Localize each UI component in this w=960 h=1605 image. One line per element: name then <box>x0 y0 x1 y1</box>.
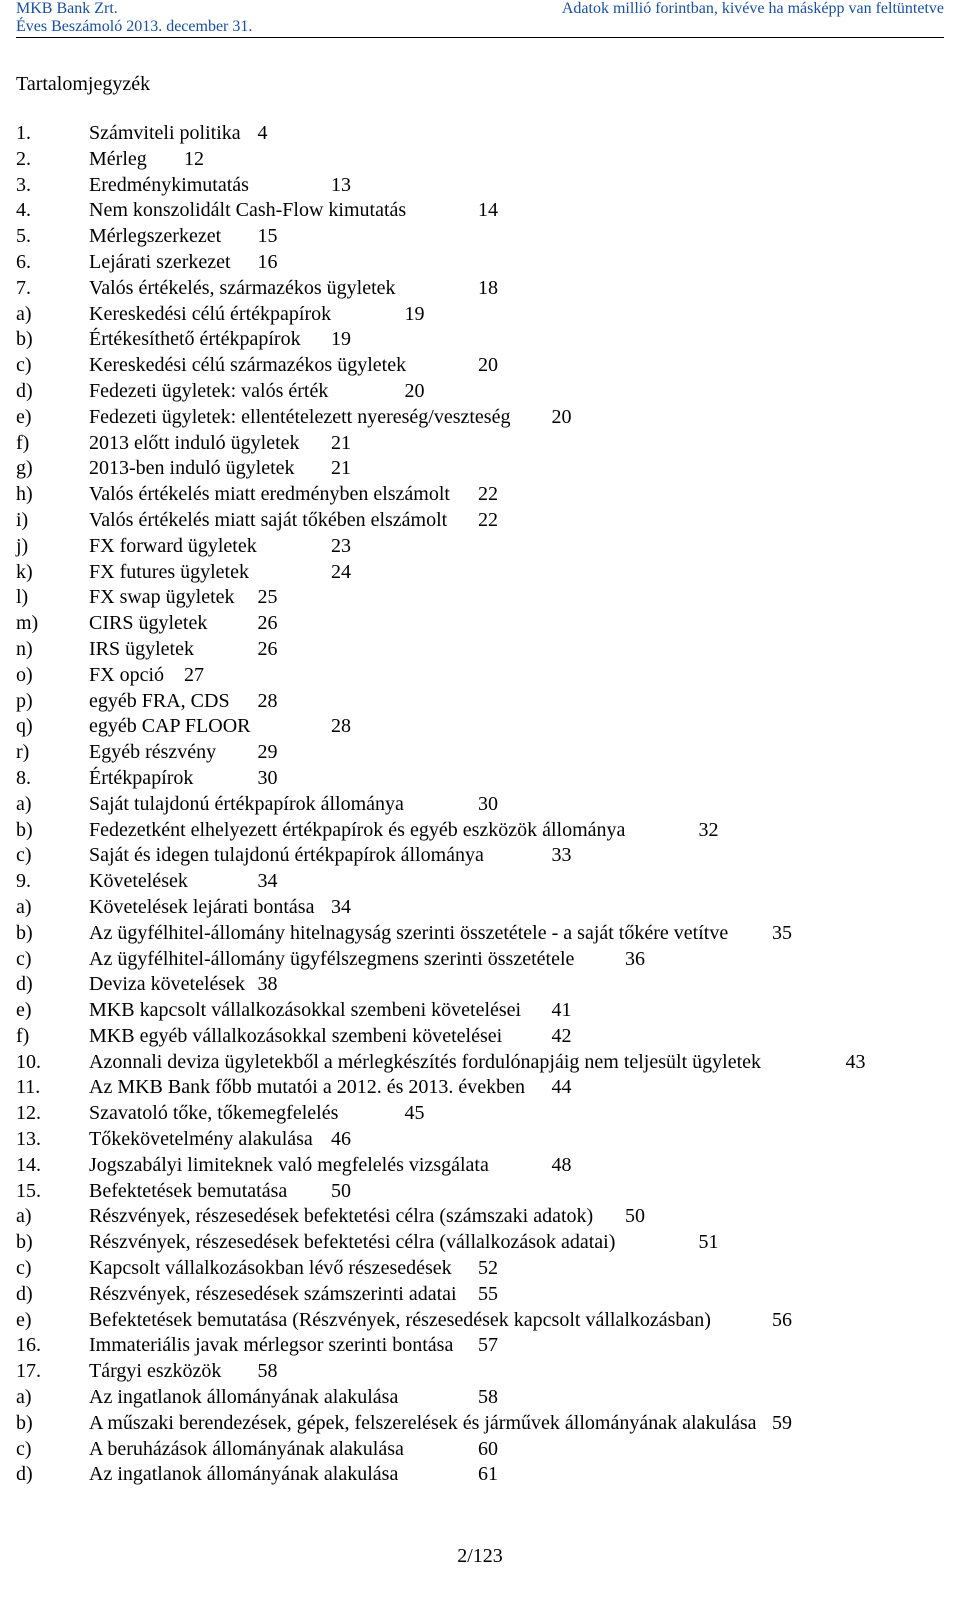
toc-entry-title: Kereskedési célú származékos ügyletek <box>89 354 407 377</box>
toc-entry-number: 8. <box>16 766 31 789</box>
toc-entry-page: 30 <box>478 792 498 815</box>
toc-entry-number: d) <box>16 1282 33 1305</box>
toc-entry-number: 15. <box>16 1179 41 1202</box>
toc-entry <box>16 1204 946 1230</box>
toc-entry-title: 2013-ben induló ügyletek <box>89 457 295 480</box>
header-report: Éves Beszámoló 2013. december 31. <box>16 18 253 35</box>
toc-entry-title: FX swap ügyletek <box>89 586 235 609</box>
toc-entry-page: 29 <box>257 741 278 764</box>
toc-entry-page: 34 <box>257 870 278 893</box>
toc-entry <box>16 663 946 689</box>
toc-entry-number: 1. <box>16 122 31 144</box>
toc-entry-page: 36 <box>625 947 645 970</box>
header-company: MKB Bank Zrt. <box>16 0 118 17</box>
toc-entry-number: b) <box>16 818 33 841</box>
toc-entry-page: 61 <box>478 1463 498 1486</box>
toc-entry <box>16 198 946 224</box>
toc-entry-number: c) <box>16 1257 32 1280</box>
toc-entry <box>16 1385 946 1411</box>
toc-entry-page: 22 <box>478 483 498 506</box>
toc-entry <box>16 173 946 199</box>
toc-entry <box>16 947 946 973</box>
toc-entry-title: Követelések <box>89 870 188 893</box>
toc-entry-page: 58 <box>478 1386 498 1409</box>
toc-entry <box>16 998 946 1024</box>
toc-entry-title: Értékpapírok <box>89 766 194 789</box>
toc-entry-title: CIRS ügyletek <box>89 612 208 635</box>
toc-entry-number: 16. <box>16 1334 41 1357</box>
toc-entry-page: 25 <box>257 586 278 609</box>
toc-entry-number: 7. <box>16 276 31 299</box>
page-title: Tartalomjegyzék <box>16 73 151 95</box>
toc-entry-number: 4. <box>16 199 31 222</box>
toc-entry-page: 19 <box>404 302 425 325</box>
toc-entry-page: 20 <box>404 379 425 402</box>
toc-entry-number: 17. <box>16 1360 41 1383</box>
toc-entry-number: k) <box>16 560 33 583</box>
toc-entry-title: Részvények, részesedések számszerinti adatai <box>89 1282 457 1305</box>
toc-entry-number: c) <box>16 354 32 377</box>
toc-entry-title: IRS ügyletek <box>89 637 194 660</box>
toc-entry <box>16 250 946 276</box>
toc-entry-page: 28 <box>331 715 351 738</box>
toc-entry-title: Befektetések bemutatása <box>89 1179 288 1202</box>
toc-entry-title: Részvények, részesedések befektetési célra (vállalkozások adatai) <box>89 1231 616 1254</box>
toc-entry-number: l) <box>16 586 29 609</box>
toc-entry-title: Saját és idegen tulajdonú értékpapírok állománya <box>89 844 484 867</box>
toc-entry <box>16 224 946 250</box>
toc-entry-page: 27 <box>184 663 204 686</box>
toc-entry <box>16 1256 946 1282</box>
toc-entry <box>16 1230 946 1256</box>
toc-entry-page: 21 <box>331 457 351 480</box>
toc-entry-title: Nem konszolidált Cash-Flow kimutatás <box>89 199 407 222</box>
toc-entry-number: e) <box>16 405 32 428</box>
toc-entry-page: 52 <box>478 1257 498 1280</box>
toc-entry <box>16 921 946 947</box>
toc-entry-title: FX futures ügyletek <box>89 560 249 583</box>
toc-entry-page: 20 <box>478 354 498 377</box>
toc-entry <box>16 611 946 637</box>
toc-entry-number: 6. <box>16 250 31 273</box>
toc-entry-page: 60 <box>478 1437 498 1460</box>
toc-entry <box>16 1101 946 1127</box>
toc-entry-title: Követelések lejárati bontása <box>89 895 315 918</box>
toc-entry <box>16 1075 946 1101</box>
toc-entry-title: Részvények, részesedések befektetési célra (számszaki adatok) <box>89 1205 594 1228</box>
toc-entry-number: c) <box>16 844 32 867</box>
toc-entry-title: Tőkekövetelmény alakulása <box>89 1128 313 1151</box>
toc-entry <box>16 895 946 921</box>
toc-entry-number: e) <box>16 1308 32 1331</box>
toc-entry-title: Lejárati szerkezet <box>89 250 231 273</box>
toc-entry-number: a) <box>16 895 32 918</box>
toc-entry-page: 28 <box>257 689 278 712</box>
header-units-note: Adatok millió forintban, kivéve ha másképp van feltüntetve <box>561 0 944 17</box>
toc-entry-number: e) <box>16 999 32 1022</box>
toc-entry <box>16 869 946 895</box>
toc-entry-page: 48 <box>551 1153 572 1176</box>
toc-entry-number: i) <box>16 508 29 531</box>
toc-entry-page: 58 <box>257 1360 278 1383</box>
toc-entry-page: 56 <box>772 1308 792 1331</box>
toc-entry-number: a) <box>16 1386 32 1409</box>
toc-entry <box>16 1333 946 1359</box>
toc-entry <box>16 1282 946 1308</box>
toc-entry <box>16 327 946 353</box>
toc-entry-title: Azonnali deviza ügyletekből a mérlegkészítés fordulónapjáig nem teljesült ügyletek <box>89 1050 762 1073</box>
toc-entry <box>16 482 946 508</box>
toc-entry-number: p) <box>16 689 33 712</box>
toc-entry-title: MKB egyéb vállalkozásokkal szembeni követelései <box>89 1024 503 1047</box>
toc-entry-title: Mérleg <box>89 147 147 170</box>
toc-entry-number: 11. <box>16 1076 41 1099</box>
toc-entry-page: 30 <box>257 766 278 789</box>
toc-entry-page: 50 <box>625 1205 645 1228</box>
toc-entry-title: Saját tulajdonú értékpapírok állománya <box>89 792 404 815</box>
toc-entry-number: c) <box>16 947 32 970</box>
toc-entry-page: 12 <box>184 147 204 170</box>
toc-entry <box>16 276 946 302</box>
toc-entry-page: 20 <box>551 405 572 428</box>
toc-entry-page: 23 <box>331 534 351 557</box>
toc-entry-page: 50 <box>331 1179 351 1202</box>
toc-entry <box>16 740 946 766</box>
toc-entry-title: Fedezetként elhelyezett értékpapírok és egyéb eszközök állománya <box>89 818 626 841</box>
toc-entry-page: 34 <box>331 895 351 918</box>
toc-entry <box>16 1308 946 1334</box>
toc-entry <box>16 147 946 173</box>
toc-entry-title: Eredménykimutatás <box>89 173 249 196</box>
toc-entry-title: MKB kapcsolt vállalkozásokkal szembeni követelései <box>89 999 522 1022</box>
header-divider <box>16 37 944 38</box>
toc-entry <box>16 1462 946 1488</box>
toc-entry-page: 43 <box>845 1050 866 1073</box>
toc-entry-number: r) <box>16 741 30 764</box>
toc-entry <box>16 843 946 869</box>
toc-entry-number: 10. <box>16 1050 41 1073</box>
toc-entry-page: 41 <box>551 999 572 1022</box>
toc-entry-number: h) <box>16 483 33 506</box>
toc-entry <box>16 1153 946 1179</box>
page-header <box>0 0 960 39</box>
toc-entry <box>16 534 946 560</box>
toc-entry-page: 59 <box>772 1411 792 1434</box>
toc-entry-title: Tárgyi eszközök <box>89 1360 222 1383</box>
toc-entry-title: Mérlegszerkezet <box>89 225 222 248</box>
toc-entry-title: Az ingatlanok állományának alakulása <box>89 1463 399 1486</box>
toc-entry-page: 55 <box>478 1282 498 1305</box>
toc-entry-number: 14. <box>16 1153 41 1176</box>
toc-entry-page: 16 <box>257 250 278 273</box>
toc-entry-title: Egyéb részvény <box>89 741 217 764</box>
toc-entry-number: q) <box>16 715 33 738</box>
toc-entry-page: 4 <box>257 122 268 144</box>
toc-entry-page: 32 <box>698 818 719 841</box>
toc-entry-title: Befektetések bemutatása (Részvények, részesedések kapcsolt vállalkozásban) <box>89 1308 711 1331</box>
toc-entry-page: 45 <box>404 1102 425 1125</box>
toc-entry-number: f) <box>16 1024 30 1047</box>
toc-entry-number: j) <box>16 534 29 557</box>
toc-entry <box>16 818 946 844</box>
toc-entry-page: 35 <box>772 921 792 944</box>
toc-entry-number: b) <box>16 328 33 351</box>
toc-entry <box>16 353 946 379</box>
toc-entry-number: a) <box>16 302 32 325</box>
toc-entry-title: FX forward ügyletek <box>89 534 257 557</box>
toc-entry-title: A beruházások állományának alakulása <box>89 1437 404 1460</box>
toc-entry <box>16 1179 946 1205</box>
toc-entry <box>16 766 946 792</box>
toc-entry-number: a) <box>16 1205 32 1228</box>
toc-entry <box>16 1127 946 1153</box>
toc-entry-page: 42 <box>551 1024 572 1047</box>
toc-entry <box>16 792 946 818</box>
toc-entry-number: d) <box>16 1463 33 1486</box>
toc-entry <box>16 1411 946 1437</box>
toc-entry-title: Immateriális javak mérlegsor szerinti bontása <box>89 1334 454 1357</box>
toc-entry-number: f) <box>16 431 30 454</box>
toc-entry <box>16 1050 946 1076</box>
toc-entry-title: Fedezeti ügyletek: ellentételezett nyereség/veszteség <box>89 405 511 428</box>
toc-entry-page: 26 <box>257 637 278 660</box>
toc-entry <box>16 379 946 405</box>
toc-entry <box>16 405 946 431</box>
toc-entry <box>16 637 946 663</box>
toc-entry-number: d) <box>16 973 33 996</box>
toc-entry <box>16 972 946 998</box>
toc-entry-page: 51 <box>698 1231 719 1254</box>
toc-entry-title: Az ügyfélhitel-állomány hitelnagyság szerinti összetétele - a saját tőkére vetítve <box>89 921 729 944</box>
toc-entry-title: Az ingatlanok állományának alakulása <box>89 1386 399 1409</box>
toc-entry-title: Valós értékelés miatt eredményben elszámolt <box>89 483 450 506</box>
toc-entry-title: Az ügyfélhitel-állomány ügyfélszegmens szerinti összetétele <box>89 947 575 970</box>
toc-entry-number: 9. <box>16 870 31 893</box>
page-number: 2/123 <box>457 1545 503 1567</box>
toc-entry-page: 46 <box>331 1128 351 1151</box>
toc-entry <box>16 1024 946 1050</box>
toc-entry-page: 26 <box>257 612 278 635</box>
toc-entry-title: Kapcsolt vállalkozásokban lévő részesedések <box>89 1257 452 1280</box>
toc-entry-title: Számviteli politika <box>89 122 241 144</box>
toc-entry-page: 24 <box>331 560 351 583</box>
toc-entry <box>16 585 946 611</box>
toc-entry <box>16 714 946 740</box>
toc-entry-title: Jogszabályi limiteknek való megfelelés vizsgálata <box>89 1153 489 1176</box>
toc-entry-page: 15 <box>257 225 278 248</box>
toc-entry-page: 14 <box>478 199 498 222</box>
toc-entry <box>16 560 946 586</box>
toc-entry <box>16 1437 946 1463</box>
toc-entry-title: A műszaki berendezések, gépek, felszerelések és járművek állományának alakulása <box>89 1411 757 1434</box>
toc-entry-number: o) <box>16 663 33 686</box>
toc-entry-page: 44 <box>551 1076 572 1099</box>
toc-entry-title: Szavatoló tőke, tőkemegfelelés <box>89 1102 339 1125</box>
toc-entry-page: 19 <box>331 328 351 351</box>
table-of-contents <box>16 121 946 1488</box>
toc-entry-title: egyéb CAP FLOOR <box>89 715 251 738</box>
toc-entry-title: 2013 előtt induló ügyletek <box>89 431 300 454</box>
toc-entry-page: 18 <box>478 276 498 299</box>
toc-entry <box>16 456 946 482</box>
toc-entry-title: egyéb FRA, CDS <box>89 689 230 712</box>
toc-entry-number: b) <box>16 1231 33 1254</box>
toc-entry <box>16 1359 946 1385</box>
toc-entry-title: Kereskedési célú értékpapírok <box>89 302 332 325</box>
toc-entry <box>16 689 946 715</box>
toc-entry-number: c) <box>16 1437 32 1460</box>
toc-entry <box>16 508 946 534</box>
toc-entry <box>16 121 946 147</box>
toc-entry-page: 57 <box>478 1334 498 1357</box>
toc-entry-title: Fedezeti ügyletek: valós érték <box>89 379 329 402</box>
toc-entry-number: a) <box>16 792 32 815</box>
toc-entry-title: Az MKB Bank főbb mutatói a 2012. és 2013. években <box>89 1076 526 1099</box>
toc-entry-title: Valós értékelés miatt saját tőkében elszámolt <box>89 508 448 531</box>
toc-entry-number: 5. <box>16 225 31 248</box>
toc-entry-number: 12. <box>16 1102 41 1125</box>
toc-entry-number: 13. <box>16 1128 41 1151</box>
toc-entry-number: 3. <box>16 173 31 196</box>
toc-entry-title: Valós értékelés, származékos ügyletek <box>89 276 396 299</box>
toc-entry-page: 22 <box>478 508 498 531</box>
toc-entry-number: 2. <box>16 147 31 170</box>
toc-entry-number: b) <box>16 921 33 944</box>
toc-entry-number: m) <box>16 612 39 635</box>
toc-entry-title: Értékesíthető értékpapírok <box>89 328 301 351</box>
toc-entry-page: 38 <box>257 973 278 996</box>
toc-entry <box>16 431 946 457</box>
toc-entry-number: b) <box>16 1411 33 1434</box>
toc-entry-title: FX opció <box>89 663 164 686</box>
toc-entry <box>16 302 946 328</box>
toc-entry-page: 21 <box>331 431 351 454</box>
toc-entry-title: Deviza követelések <box>89 973 246 996</box>
toc-entry-page: 13 <box>331 173 351 196</box>
toc-entry-page: 33 <box>551 844 572 867</box>
toc-entry-number: g) <box>16 457 33 480</box>
toc-entry-number: d) <box>16 379 33 402</box>
toc-entry-number: n) <box>16 637 33 660</box>
